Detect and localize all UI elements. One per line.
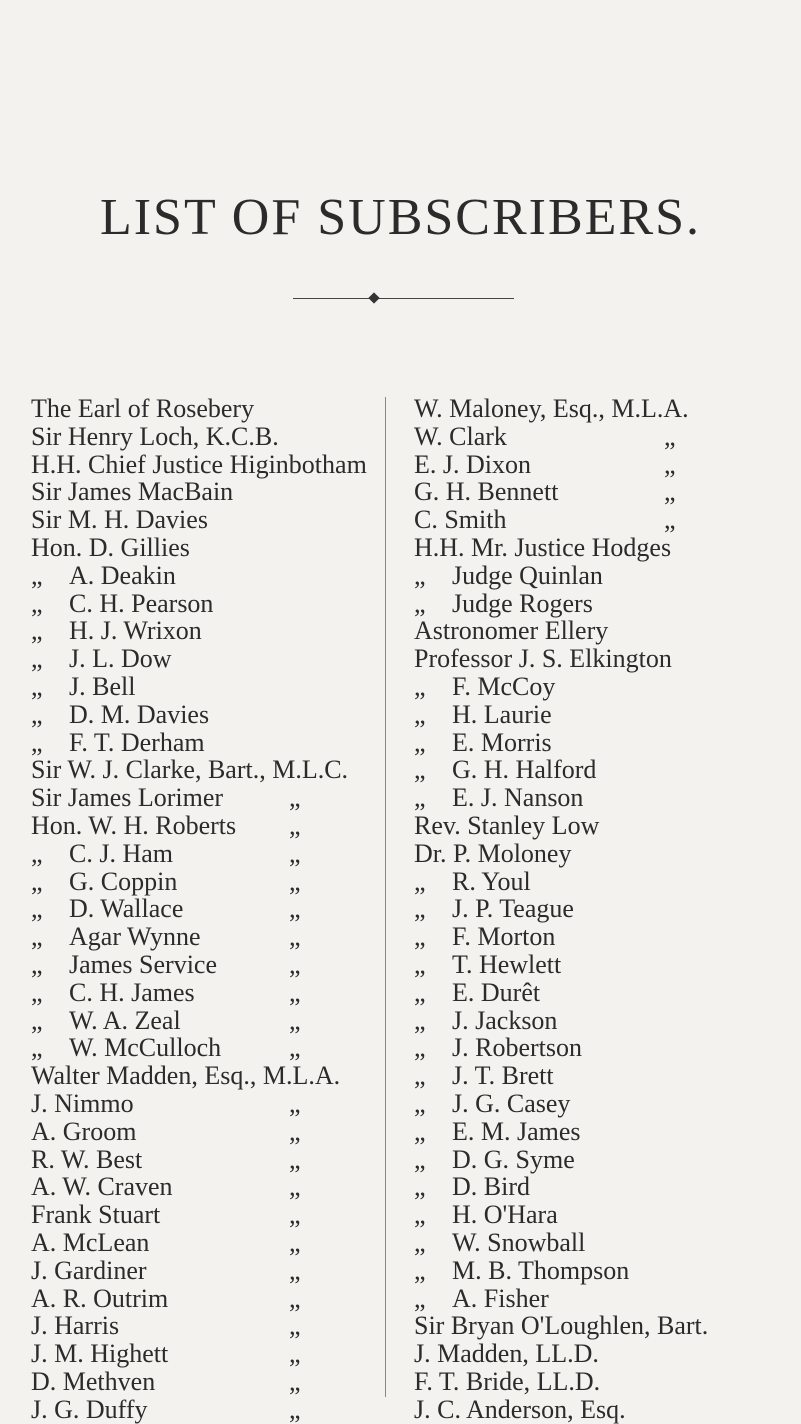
subscriber-name: G. H. Bennett — [414, 477, 559, 507]
subscriber-name: C. Smith — [414, 505, 507, 535]
subscriber-row — [31, 395, 386, 423]
subscriber-row — [414, 784, 794, 812]
subscriber-row — [414, 1090, 794, 1118]
subscriber-name: D. Methven — [31, 1366, 156, 1396]
ditto-mark: „ — [289, 1311, 301, 1341]
ditto-mark: „ — [31, 922, 43, 952]
subscriber-row — [414, 1368, 794, 1396]
subscriber-row — [414, 1312, 794, 1340]
subscriber-row — [31, 1090, 386, 1118]
subscriber-name: D. Bird — [452, 1172, 530, 1202]
subscriber-name: F. Morton — [452, 922, 556, 952]
subscriber-name: Sir Henry Loch, K.C.B. — [31, 421, 279, 451]
ditto-mark: „ — [289, 866, 301, 896]
ditto-mark: „ — [414, 1255, 426, 1285]
ditto-mark: „ — [414, 1227, 426, 1257]
ditto-mark: „ — [289, 1088, 301, 1118]
subscriber-name: C. J. Ham — [69, 838, 173, 868]
subscriber-name: H.H. Chief Justice Higinbotham — [31, 449, 367, 479]
subscriber-row — [31, 979, 386, 1007]
subscriber-row — [31, 451, 386, 479]
subscriber-row — [31, 1285, 386, 1313]
subscriber-row — [31, 923, 386, 951]
subscriber-row — [414, 1229, 794, 1257]
subscriber-name: J. M. Highett — [31, 1339, 169, 1369]
subscriber-row — [414, 1146, 794, 1174]
subscriber-row — [31, 1062, 386, 1090]
subscriber-row — [414, 979, 794, 1007]
ditto-mark: „ — [414, 1200, 426, 1230]
subscriber-name: J. Bell — [69, 671, 136, 701]
ditto-mark: „ — [289, 1339, 301, 1369]
subscriber-name: W. A. Zeal — [69, 1005, 181, 1035]
subscriber-name: Sir James Lorimer — [31, 783, 224, 813]
subscriber-row — [414, 868, 794, 896]
subscriber-name: T. Hewlett — [452, 949, 562, 979]
subscriber-name: H. O'Hara — [452, 1200, 558, 1230]
subscriber-row — [414, 1118, 794, 1146]
subscriber-name: Rev. Stanley Low — [414, 810, 600, 840]
subscriber-name: F. T. Derham — [69, 727, 205, 757]
subscriber-row — [414, 840, 794, 868]
subscriber-name: A. R. Outrim — [31, 1283, 169, 1313]
subscriber-row — [31, 562, 386, 590]
subscriber-row — [31, 951, 386, 979]
ditto-mark: „ — [31, 699, 43, 729]
subscriber-name: J. Nimmo — [31, 1088, 134, 1118]
subscriber-name: F. T. Bride, LL.D. — [414, 1366, 601, 1396]
subscriber-row — [414, 729, 794, 757]
ditto-mark: „ — [289, 838, 301, 868]
ditto-mark: „ — [31, 671, 43, 701]
subscriber-row — [31, 701, 386, 729]
subscriber-name: James Service — [69, 949, 218, 979]
ditto-mark: „ — [289, 894, 301, 924]
ditto-mark: „ — [664, 421, 676, 451]
subscriber-name: Sir Bryan O'Loughlen, Bart. — [414, 1311, 709, 1341]
subscriber-row — [414, 895, 794, 923]
subscriber-name: J. L. Dow — [69, 644, 172, 674]
subscriber-name: W. Clark — [414, 421, 507, 451]
subscriber-name: W. Snowball — [452, 1227, 586, 1257]
subscriber-row — [31, 1396, 386, 1424]
ditto-mark: „ — [414, 560, 426, 590]
ditto-mark: „ — [414, 1088, 426, 1118]
subscriber-name: E. M. James — [452, 1116, 581, 1146]
ditto-mark: „ — [414, 894, 426, 924]
subscriber-name: R. W. Best — [31, 1144, 143, 1174]
subscriber-row — [414, 1340, 794, 1368]
title-divider — [293, 298, 514, 299]
subscriber-name: G. H. Halford — [452, 755, 597, 785]
subscriber-row — [31, 1034, 386, 1062]
subscriber-name: J. T. Brett — [452, 1061, 554, 1091]
subscriber-row — [31, 868, 386, 896]
subscriber-row — [31, 1146, 386, 1174]
subscriber-row — [414, 395, 794, 423]
subscriber-row — [414, 1285, 794, 1313]
subscriber-row — [31, 506, 386, 534]
ditto-mark: „ — [414, 1033, 426, 1063]
subscriber-name: Agar Wynne — [69, 922, 201, 952]
subscriber-row — [414, 478, 794, 506]
subscriber-row — [414, 562, 794, 590]
subscriber-name: J. Jackson — [452, 1005, 558, 1035]
subscriber-name: J. Gardiner — [31, 1255, 147, 1285]
subscriber-row — [31, 1340, 386, 1368]
subscriber-name: D. Wallace — [69, 894, 184, 924]
ditto-mark: „ — [289, 1172, 301, 1202]
subscriber-row — [414, 645, 794, 673]
ditto-mark: „ — [414, 949, 426, 979]
ditto-mark: „ — [31, 616, 43, 646]
subscriber-name: D. G. Syme — [452, 1144, 575, 1174]
subscriber-row — [414, 451, 794, 479]
subscriber-name: H. Laurie — [452, 699, 552, 729]
ditto-mark: „ — [414, 1283, 426, 1313]
ditto-mark: „ — [289, 1200, 301, 1230]
ditto-mark: „ — [414, 1116, 426, 1146]
subscriber-row — [31, 1007, 386, 1035]
ditto-mark: „ — [414, 727, 426, 757]
divider-diamond-ornament — [368, 292, 379, 303]
subscriber-row — [31, 673, 386, 701]
ditto-mark: „ — [31, 560, 43, 590]
subscriber-name: J. G. Duffy — [31, 1394, 148, 1424]
ditto-mark: „ — [289, 1283, 301, 1313]
subscriber-name: A. W. Craven — [31, 1172, 173, 1202]
ditto-mark: „ — [31, 866, 43, 896]
subscriber-name: Judge Rogers — [452, 588, 593, 618]
subscriber-name: Hon. D. Gillies — [31, 532, 190, 562]
right-subscriber-column — [414, 395, 794, 1423]
subscriber-row — [414, 951, 794, 979]
subscriber-name: Judge Quinlan — [452, 560, 603, 590]
ditto-mark: „ — [31, 1033, 43, 1063]
subscriber-name: R. Youl — [452, 866, 531, 896]
ditto-mark: „ — [31, 838, 43, 868]
subscriber-name: E. J. Nanson — [452, 783, 584, 813]
subscriber-name: Frank Stuart — [31, 1200, 161, 1230]
ditto-mark: „ — [414, 977, 426, 1007]
ditto-mark: „ — [414, 1172, 426, 1202]
ditto-mark: „ — [31, 949, 43, 979]
subscriber-name: Sir James MacBain — [31, 477, 234, 507]
subscriber-name: W. Maloney, Esq., M.L.A. — [414, 394, 689, 423]
subscriber-row — [31, 423, 386, 451]
ditto-mark: „ — [289, 1227, 301, 1257]
subscriber-name: D. M. Davies — [69, 699, 210, 729]
subscriber-name: J. P. Teague — [452, 894, 574, 924]
ditto-mark: „ — [31, 977, 43, 1007]
subscriber-name: M. B. Thompson — [452, 1255, 630, 1285]
subscriber-name: Professor J. S. Elkington — [414, 644, 672, 674]
ditto-mark: „ — [31, 1005, 43, 1035]
subscriber-row — [414, 423, 794, 451]
subscriber-row — [414, 1007, 794, 1035]
subscriber-row — [414, 673, 794, 701]
ditto-mark: „ — [664, 449, 676, 479]
subscriber-row — [31, 1229, 386, 1257]
subscriber-name: J. C. Anderson, Esq. — [414, 1394, 626, 1424]
ditto-mark: „ — [414, 783, 426, 813]
subscriber-row — [414, 1201, 794, 1229]
subscriber-name: Sir M. H. Davies — [31, 505, 208, 535]
subscriber-row — [31, 729, 386, 757]
ditto-mark: „ — [31, 727, 43, 757]
ditto-mark: „ — [289, 949, 301, 979]
left-subscriber-column — [31, 395, 386, 1423]
subscriber-row — [31, 1368, 386, 1396]
ditto-mark: „ — [414, 1144, 426, 1174]
ditto-mark: „ — [414, 922, 426, 952]
subscriber-name: J. Madden, LL.D. — [414, 1339, 599, 1369]
subscriber-row — [31, 534, 386, 562]
subscriber-row — [414, 506, 794, 534]
subscriber-name: Astronomer Ellery — [414, 616, 609, 646]
subscriber-name: C. H. Pearson — [69, 588, 214, 618]
subscriber-name: Walter Madden, Esq., M.L.A. — [31, 1061, 341, 1091]
subscriber-name: E. Durêt — [452, 977, 541, 1007]
subscriber-row — [31, 1201, 386, 1229]
subscriber-row — [31, 645, 386, 673]
subscriber-name: A. Groom — [31, 1116, 137, 1146]
ditto-mark: „ — [414, 755, 426, 785]
subscriber-row — [31, 895, 386, 923]
subscriber-row — [414, 590, 794, 618]
subscriber-name: W. McCulloch — [69, 1033, 222, 1063]
subscriber-row — [414, 812, 794, 840]
ditto-mark: „ — [289, 1144, 301, 1174]
ditto-mark: „ — [31, 588, 43, 618]
subscriber-row — [414, 756, 794, 784]
subscriber-name: H. J. Wrixon — [69, 616, 202, 646]
subscriber-row — [31, 1257, 386, 1285]
subscriber-name: E. Morris — [452, 727, 552, 757]
subscriber-row — [31, 840, 386, 868]
subscriber-row — [31, 784, 386, 812]
subscriber-row — [31, 812, 386, 840]
subscriber-row — [414, 617, 794, 645]
ditto-mark: „ — [414, 699, 426, 729]
subscriber-name: Sir W. J. Clarke, Bart., M.L.C. — [31, 755, 349, 785]
ditto-mark: „ — [289, 783, 301, 813]
ditto-mark: „ — [289, 1033, 301, 1063]
subscriber-row — [414, 1257, 794, 1285]
subscriber-row — [414, 1396, 794, 1424]
ditto-mark: „ — [289, 1005, 301, 1035]
subscriber-name: J. Harris — [31, 1311, 120, 1341]
subscriber-row — [31, 478, 386, 506]
subscriber-row — [31, 756, 386, 784]
ditto-mark: „ — [414, 1005, 426, 1035]
subscriber-name: A. Deakin — [69, 560, 176, 590]
subscriber-name: Dr. P. Moloney — [414, 838, 572, 868]
subscriber-name: The Earl of Rosebery — [31, 394, 255, 423]
subscriber-name: F. McCoy — [452, 671, 556, 701]
ditto-mark: „ — [31, 644, 43, 674]
subscriber-name: Hon. W. H. Roberts — [31, 810, 237, 840]
subscriber-name: G. Coppin — [69, 866, 178, 896]
ditto-mark: „ — [289, 1116, 301, 1146]
subscriber-name: A. Fisher — [452, 1283, 549, 1313]
ditto-mark: „ — [414, 588, 426, 618]
ditto-mark: „ — [414, 1061, 426, 1091]
subscriber-row — [31, 617, 386, 645]
subscriber-name: J. Robertson — [452, 1033, 582, 1063]
ditto-mark: „ — [289, 1366, 301, 1396]
subscriber-row — [414, 701, 794, 729]
subscriber-row — [414, 1062, 794, 1090]
ditto-mark: „ — [414, 866, 426, 896]
ditto-mark: „ — [414, 671, 426, 701]
ditto-mark: „ — [289, 810, 301, 840]
ditto-mark: „ — [664, 505, 676, 535]
subscriber-row — [31, 1312, 386, 1340]
ditto-mark: „ — [664, 477, 676, 507]
page-title: LIST OF SUBSCRIBERS. — [99, 189, 702, 246]
ditto-mark: „ — [31, 894, 43, 924]
ditto-mark: „ — [289, 977, 301, 1007]
ditto-mark: „ — [289, 1255, 301, 1285]
subscriber-name: A. McLean — [31, 1227, 150, 1257]
subscriber-row — [414, 923, 794, 951]
subscriber-name: H.H. Mr. Justice Hodges — [414, 532, 672, 562]
subscriber-name: E. J. Dixon — [414, 449, 531, 479]
subscriber-row — [31, 1118, 386, 1146]
subscriber-row — [414, 1034, 794, 1062]
subscriber-row — [31, 1173, 386, 1201]
subscriber-name: C. H. James — [69, 977, 195, 1007]
ditto-mark: „ — [289, 922, 301, 952]
ditto-mark: „ — [289, 1394, 301, 1424]
subscriber-row — [414, 534, 794, 562]
subscriber-name: J. G. Casey — [452, 1088, 571, 1118]
subscriber-row — [414, 1173, 794, 1201]
subscriber-row — [31, 590, 386, 618]
